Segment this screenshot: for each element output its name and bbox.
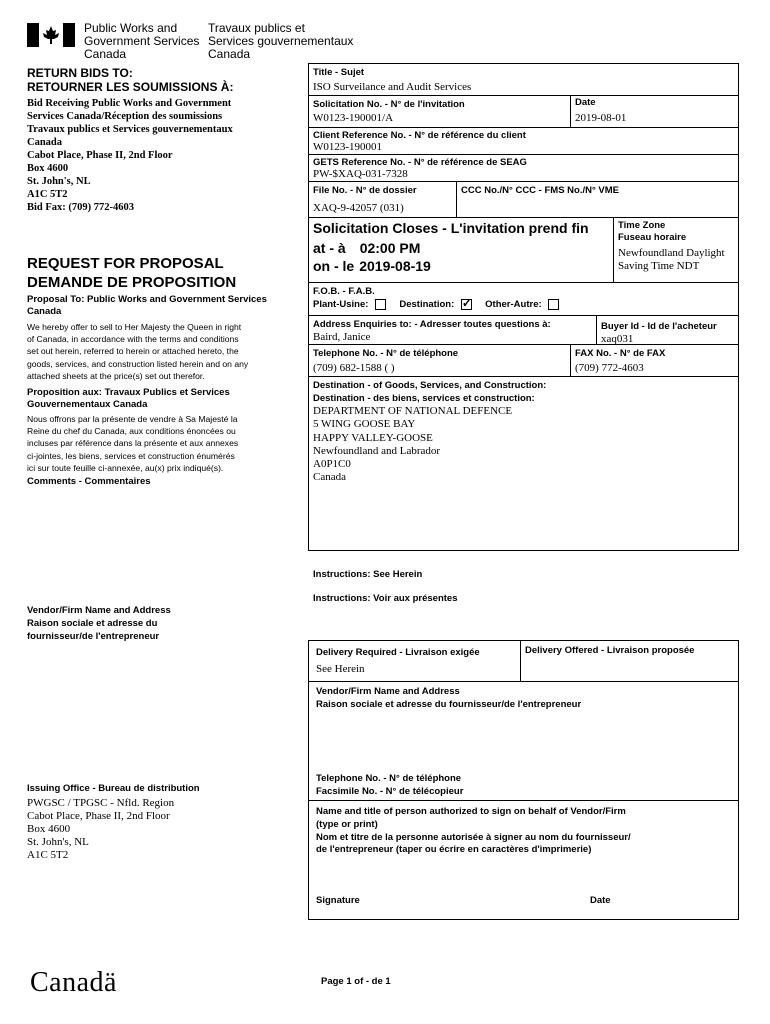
fax-value: (709) 772-4603 (575, 362, 644, 374)
solicitation-closes-label: Solicitation Closes - L'invitation prend fin (313, 220, 589, 236)
title-value: ISO Surveilance and Audit Services (313, 81, 472, 93)
address-enquiries-label: Address Enquiries to: - Adresser toutes questions à: (313, 319, 551, 330)
fob-options (313, 296, 559, 311)
solicitation-number-value: W0123-190001/A (313, 112, 394, 124)
ccc-number-label: CCC No./N° CCC - FMS No./N° VME (461, 185, 620, 196)
closing-time-value: 02:00 PM (359, 240, 421, 256)
gets-reference-label: GETS Reference No. - N° de référence de SEAG (313, 157, 527, 168)
destination-label: Destination: (399, 299, 455, 311)
buyer-id-value: xaq031 (601, 333, 634, 345)
buyer-id-label: Buyer Id - Id de l'acheteur (601, 321, 717, 332)
closing-date-row (313, 258, 431, 274)
delivery-required-label: Delivery Required - Livraison exigée (316, 647, 480, 658)
page-number: Page 1 of - de 1 (321, 976, 391, 987)
return-bids-address: Bid Receiving Public Works and Government Services Canada/Réception des soumissions Travaux publics et Services gouvernementaux Canada Cabot Place, Phase II, 2nd Floor Box 4600 St. John's, NL A1C 5T2 Bid Fax: (709) 772-4603 (27, 98, 233, 213)
vendor-name-label: Vendor/Firm Name and Address Raison sociale et adresse du fournisseur/de l'entrepreneur (316, 686, 582, 710)
vendor-facsimile-label: Facsimile No. - N° de télécopieur (316, 786, 464, 797)
destination-checkbox[interactable] (461, 296, 472, 310)
canada-wordmark: Canadä (30, 967, 117, 998)
proposal-to-text: We hereby offer to sell to Her Majesty the Queen in right of Canada, in accordance with the terms and conditions set out herein, referred to herein or attached hereto, the goods, services, and construction listed herein and on any attached sheets at the price(s) set out therefor. (27, 322, 249, 381)
time-zone-value: Newfoundland Daylight Saving Time NDT (618, 247, 725, 272)
vendor-phone-fax-labels (316, 772, 463, 798)
checkmark-icon: ✓ (461, 296, 472, 310)
at-label: at - à (313, 240, 346, 256)
client-reference-value: W0123-190001 (313, 141, 383, 153)
time-zone-label: Time Zone Fuseau horaire (618, 220, 687, 243)
plant-label: Plant-Usine: (313, 299, 369, 311)
canada-flag-icon (27, 23, 75, 47)
solicitation-number-label: Solicitation No. - N° de l'invitation (313, 99, 465, 110)
proposal-to-label: Proposal To: Public Works and Government Services Canada (27, 294, 267, 317)
telephone-value: (709) 682-1588 ( ) (313, 362, 395, 374)
file-number-label: File No. - N° de dossier (313, 185, 417, 196)
destination-address: DEPARTMENT OF NATIONAL DEFENCE 5 WING GOOSE BAY HAPPY VALLEY-GOOSE Newfoundland and Labrador A0P1C0 Canada (313, 405, 513, 484)
fax-label: FAX No. - N° de FAX (575, 348, 666, 359)
title-label: Title - Sujet (313, 67, 365, 78)
telephone-label: Telephone No. - N° de téléphone (313, 348, 459, 359)
fob-label: F.O.B. - F.A.B. (313, 286, 375, 297)
date-value: 2019-08-01 (575, 112, 627, 124)
proposition-label: Proposition aux: Travaux Publics et Services Gouvernementaux Canada (27, 387, 230, 410)
destination-goods-label: Destination - of Goods, Services, and Construction: Destination - des biens, services et construction: (313, 380, 547, 404)
gets-reference-value: PW-$XAQ-031-7328 (313, 168, 408, 180)
date-label: Date (575, 97, 596, 108)
instructions-en: Instructions: See Herein (313, 569, 423, 580)
plant-checkbox[interactable] (375, 299, 386, 310)
on-label: on - le (313, 258, 355, 274)
signature-label: Signature (316, 895, 360, 906)
closing-time-row (313, 240, 420, 256)
delivery-offered-label: Delivery Offered - Livraison proposée (525, 645, 695, 656)
other-label: Other-Autre: (485, 299, 542, 311)
dept-name-en: Public Works and Government Services Canada (84, 21, 200, 61)
rfp-title: REQUEST FOR PROPOSAL DEMANDE DE PROPOSITION (27, 255, 237, 291)
vendor-telephone-label: Telephone No. - N° de téléphone (316, 773, 462, 784)
issuing-office-address: PWGSC / TPGSC - Nfld. Region Cabot Place, Phase II, 2nd Floor Box 4600 St. John's, NL A1C 5T2 (27, 797, 175, 861)
file-number-value: XAQ-9-42057 (031) (313, 202, 404, 214)
authorized-person-label: Name and title of person authorized to sign on behalf of Vendor/Firm (type or print) Nom et titre de la personne autorisée à signer au nom du fournisseur/ de l'entrepreneur (taper ou écrire en caractères d'imprimerie) (316, 806, 631, 856)
proposition-text: Nous offrons par la présente de vendre à Sa Majesté la Reine du chef du Canada, aux conditions énoncées ou incluses par référence dans la présente et aux annexes ci-jointes, les biens, services et construction énumérés ici sur toute feuille ci-annexée, au(x) prix indiqué(s). (27, 414, 239, 473)
left-vendor-label: Vendor/Firm Name and Address Raison sociale et adresse du fournisseur/de l'entrepreneur (27, 605, 171, 642)
address-enquiries-value: Baird, Janice (313, 331, 371, 343)
issuing-office-label: Issuing Office - Bureau de distribution (27, 783, 200, 794)
closing-date-value: 2019-08-19 (359, 258, 431, 274)
client-reference-label: Client Reference No. - N° de référence du client (313, 130, 526, 141)
return-bids-heading: RETURN BIDS TO: RETOURNER LES SOUMISSIONS À: (27, 66, 234, 94)
signature-date-label: Date (590, 895, 611, 906)
dept-name-fr: Travaux publics et Services gouvernementaux Canada (208, 21, 354, 61)
instructions-fr: Instructions: Voir aux présentes (313, 593, 458, 604)
other-checkbox[interactable] (548, 299, 559, 310)
delivery-required-value: See Herein (316, 663, 365, 675)
comments-label: Comments - Commentaires (27, 476, 151, 487)
